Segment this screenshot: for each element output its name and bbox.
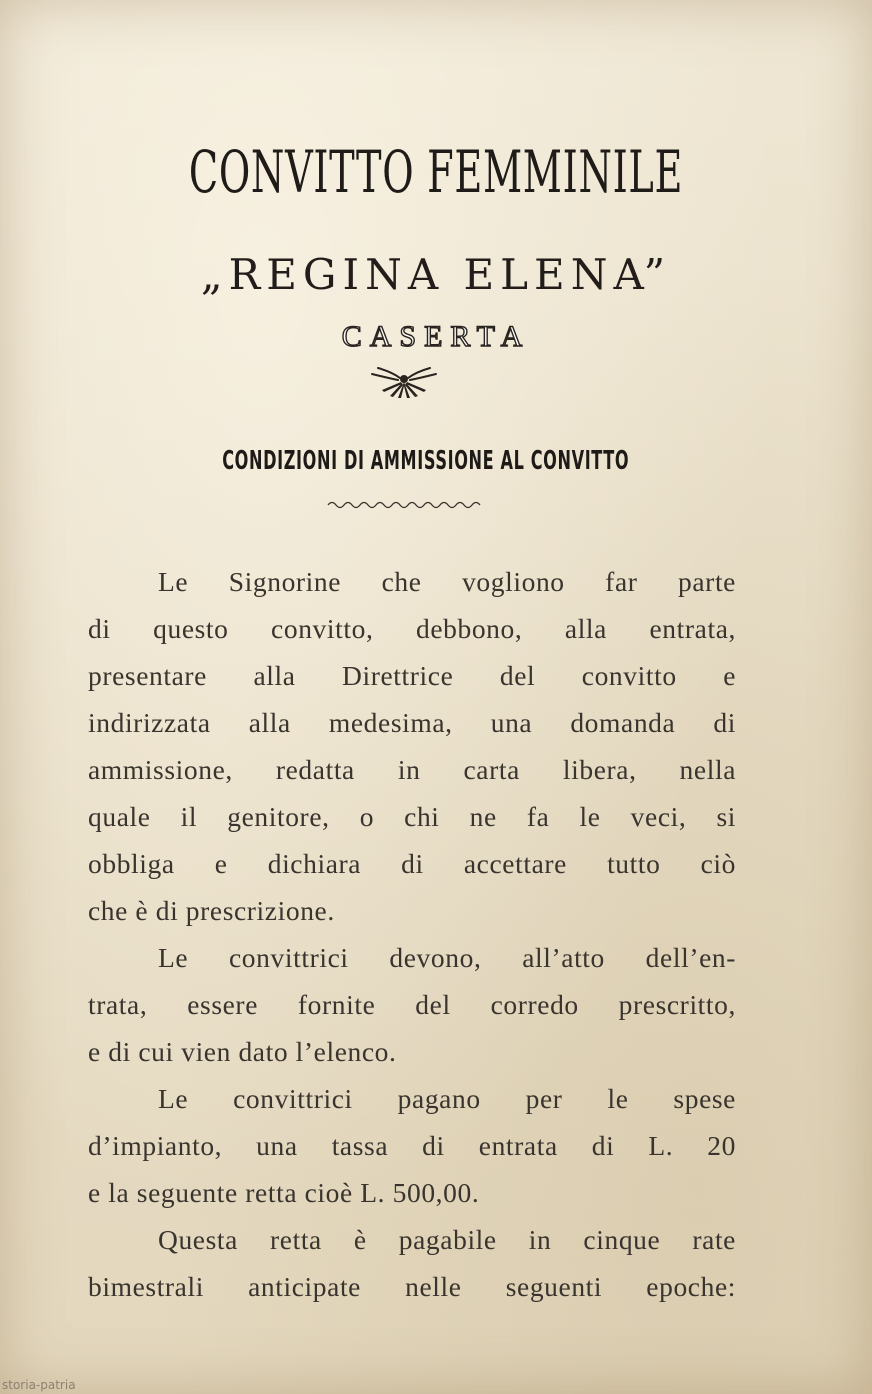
watermark: storia-patria xyxy=(2,1378,76,1392)
body-line: che è di prescrizione. xyxy=(88,895,335,926)
body-line: Questa retta è pagabile in cinque rate xyxy=(158,1224,736,1255)
body-line: e la seguente retta cioè L. 500,00. xyxy=(88,1177,480,1208)
body-line: quale il genitore, o chi ne fa le veci, si xyxy=(88,801,736,832)
document-title: CONVITTO FEMMINILE xyxy=(188,138,684,206)
body-line: Le convittrici pagano per le spese xyxy=(158,1083,736,1114)
body-line: e di cui vien dato l’elenco. xyxy=(88,1036,397,1067)
fan-ornament-icon xyxy=(368,366,440,406)
body-line: Le convittrici devono, all’atto dell’en- xyxy=(158,942,736,973)
city-name: CASERTA xyxy=(341,320,531,353)
body-line: di questo convitto, debbono, alla entrata, xyxy=(88,613,736,644)
body-line: Le Signorine che vogliono far parte xyxy=(158,566,736,597)
body-line: indirizzata alla medesima, una domanda di xyxy=(88,707,736,738)
body-line: bimestrali anticipate nelle seguenti epoche: xyxy=(88,1271,736,1302)
wavy-divider-icon xyxy=(326,498,486,512)
section-subtitle: CONDIZIONI DI AMMISSIONE AL CONVITTO xyxy=(222,446,630,476)
body-line: ammissione, redatta in carta libera, nella xyxy=(88,754,736,785)
body-line: presentare alla Direttrice del convitto e xyxy=(88,660,736,691)
institution-name: „REGINA ELENA” xyxy=(200,250,672,299)
body-line: obbliga e dichiara di accettare tutto ciò xyxy=(88,848,736,879)
body-line: trata, essere fornite del corredo prescritto, xyxy=(88,989,736,1020)
body-line: d’impianto, una tassa di entrata di L. 20 xyxy=(88,1130,736,1161)
body-text xyxy=(88,558,736,1310)
